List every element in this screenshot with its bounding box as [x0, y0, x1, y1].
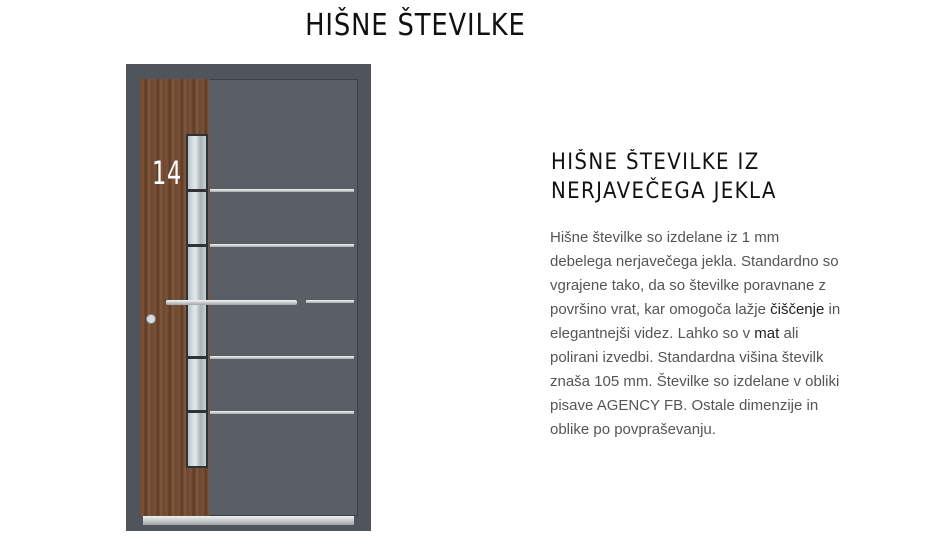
mat-link[interactable]: mat — [754, 325, 780, 342]
door-handle — [166, 300, 297, 305]
heading-line-2: NERJAVEČEGA JEKLA — [551, 179, 777, 204]
steel-line — [210, 189, 354, 192]
door-lock — [146, 314, 156, 324]
cleaning-link[interactable]: čiščenje — [770, 301, 825, 318]
steel-line — [306, 300, 354, 303]
steel-line — [210, 411, 354, 414]
description-text: in elegantnejši videz. Lahko so v — [550, 301, 841, 342]
section-description — [550, 226, 842, 442]
description-text: ali polirani izvedbi. Standardna višina številk znaša 105 mm. Številke so izdelane v obliki pisave AGENCY FB. Ostale dimenzije in oblike po povpraševanju. — [550, 325, 840, 438]
steel-line — [210, 244, 354, 247]
section-heading — [551, 148, 848, 206]
description-text: Hišne številke so izdelane iz 1 mm debelega nerjavečega jekla. Standardno so vgrajene tako, da so številke poravnane z površino vrat, kar omogoča lažje — [550, 229, 839, 318]
house-number: 14 — [152, 154, 182, 192]
heading-line-1: HIŠNE ŠTEVILKE IZ — [551, 150, 760, 175]
page-title: HIŠNE ŠTEVILKE — [305, 8, 526, 43]
door-threshold — [143, 516, 354, 525]
steel-line — [210, 356, 354, 359]
